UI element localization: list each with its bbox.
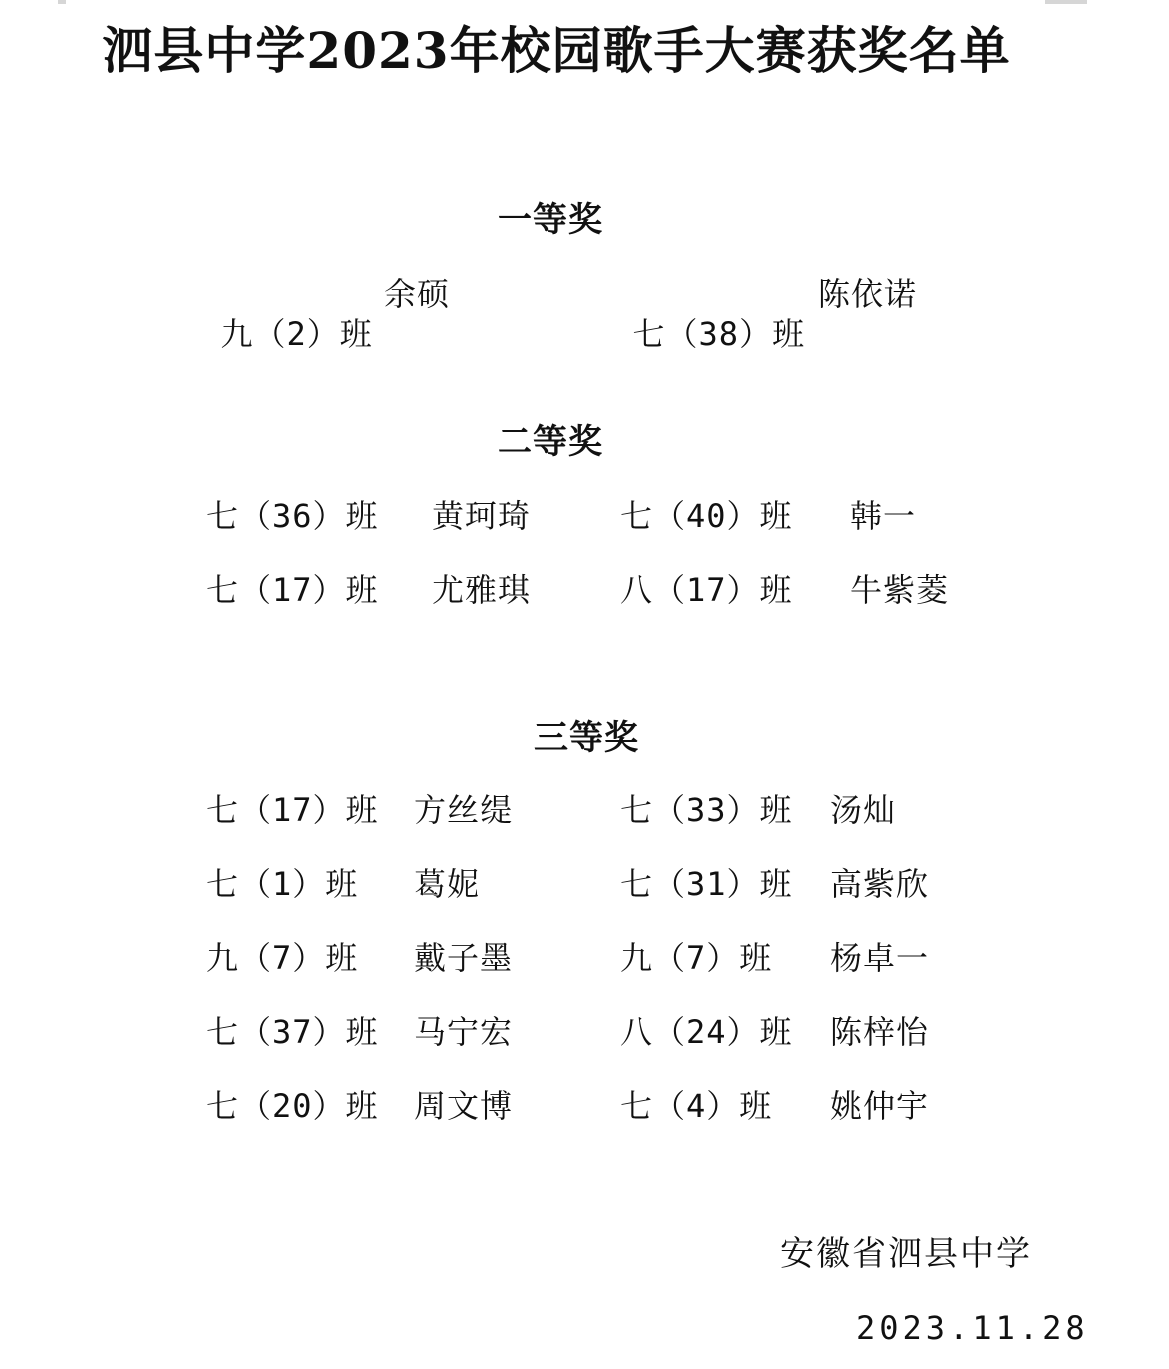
- entry-class: 七（17）班: [206, 571, 379, 609]
- award-entry-name: 葛妮: [414, 865, 481, 903]
- issuing-school: 安徽省泗县中学: [780, 1234, 1032, 1274]
- section-heading-first-prize: 一等奖: [498, 200, 603, 240]
- entry-class: 九（7）班: [206, 939, 359, 977]
- entry-class: 七（17）班: [206, 791, 379, 829]
- award-entry-name: 马宁宏: [414, 1013, 514, 1051]
- page-edge-left: [58, 0, 66, 4]
- award-entry-name: 陈依诺: [818, 275, 918, 313]
- award-entry-name: 高紫欣: [830, 865, 930, 903]
- entry-class: 九（7）班: [620, 939, 773, 977]
- entry-class: 七（33）班: [620, 791, 793, 829]
- entry-class: 七（38）班: [632, 315, 806, 353]
- entry-class: 七（1）班: [206, 865, 359, 903]
- award-entry-name: 黄珂琦: [432, 497, 532, 535]
- page-edge-right: [1045, 0, 1087, 4]
- entry-class: 八（17）班: [620, 571, 793, 609]
- entry-class: 七（31）班: [620, 865, 793, 903]
- award-entry-name: 杨卓一: [830, 939, 930, 977]
- section-heading-third-prize: 三等奖: [534, 718, 639, 758]
- entry-class: 八（24）班: [620, 1013, 793, 1051]
- award-entry-name: 汤灿: [830, 791, 897, 829]
- award-entry: [180, 274, 373, 354]
- entry-class: 七（37）班: [206, 1013, 379, 1051]
- section-heading-second-prize: 二等奖: [498, 422, 603, 462]
- issue-date: 2023.11.28: [856, 1309, 1089, 1347]
- award-entry-name: 周文博: [414, 1087, 514, 1125]
- award-entry-name: 陈梓怡: [830, 1013, 930, 1051]
- entry-class: 七（40）班: [620, 497, 793, 535]
- award-entry-name: 韩一: [850, 497, 917, 535]
- award-entry: [592, 274, 805, 354]
- award-entry-name: 方丝缇: [414, 791, 514, 829]
- award-entry-name: 姚仲宇: [830, 1087, 930, 1125]
- award-entry-name: 尤雅琪: [432, 571, 532, 609]
- award-entry-name: 牛紫菱: [850, 571, 950, 609]
- entry-class: 七（4）班: [620, 1087, 773, 1125]
- entry-class: 九（2）班: [220, 315, 373, 353]
- document-title: 泗县中学2023年校园歌手大赛获奖名单: [102, 21, 1011, 80]
- award-entry-name: 戴子墨: [414, 939, 514, 977]
- entry-class: 七（20）班: [206, 1087, 379, 1125]
- entry-class: 七（36）班: [206, 497, 379, 535]
- award-entry-name: 余硕: [384, 275, 451, 313]
